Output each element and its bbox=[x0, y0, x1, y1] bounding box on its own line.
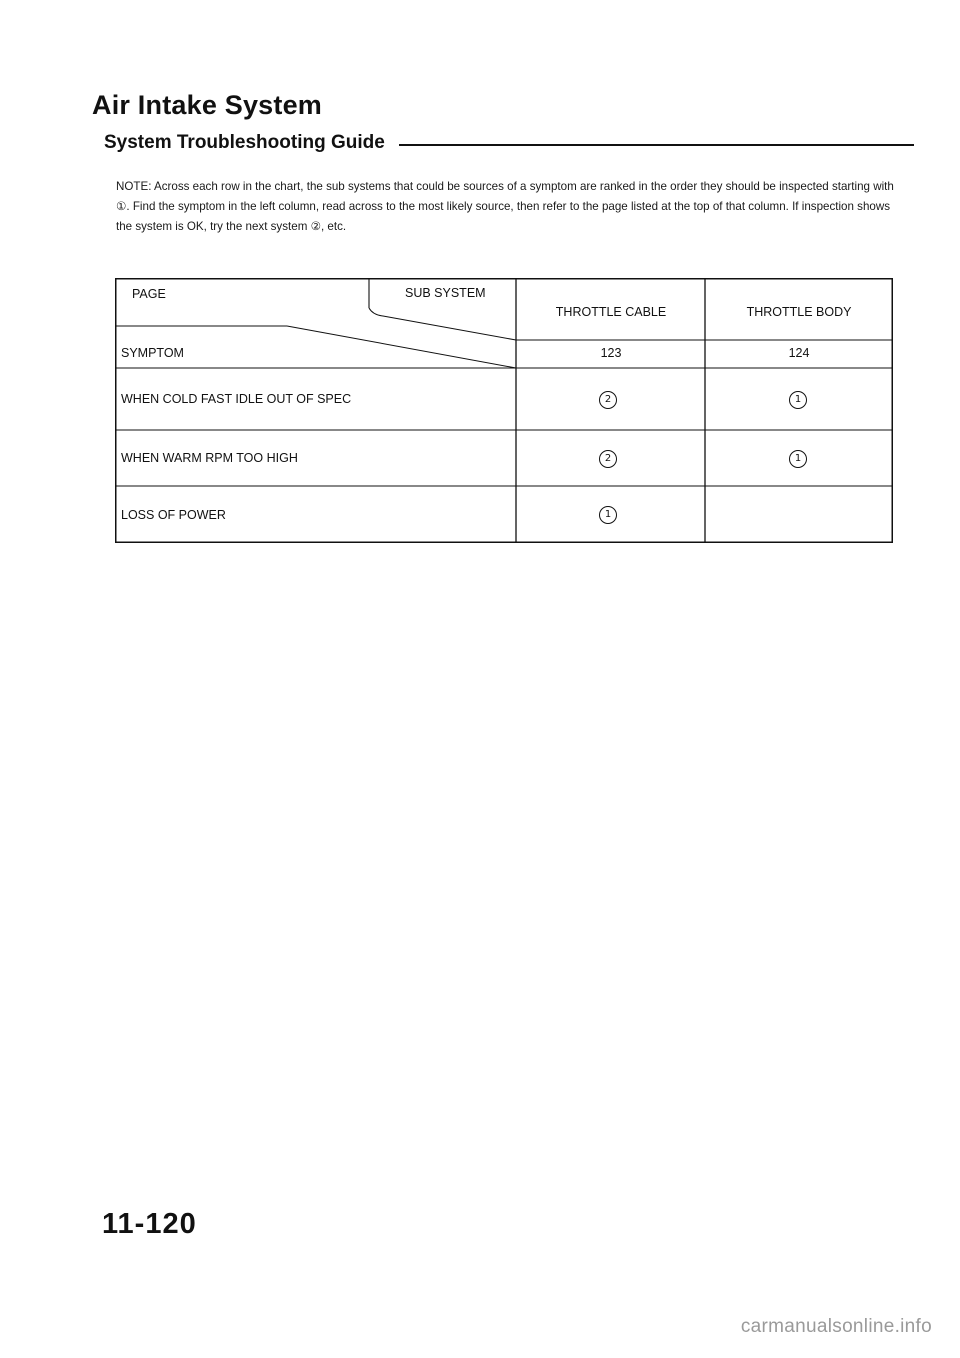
page-number: 11-120 bbox=[102, 1208, 197, 1240]
column-page-throttle-body: 124 bbox=[788, 346, 810, 360]
column-page-throttle-cable: 123 bbox=[600, 346, 622, 360]
symptom-loss-of-power: LOSS OF POWER bbox=[121, 508, 226, 522]
heading-rule bbox=[399, 144, 914, 146]
symptom-cold-fast-idle: WHEN COLD FAST IDLE OUT OF SPEC bbox=[121, 392, 352, 406]
corner-symptom-label: SYMPTOM bbox=[121, 346, 184, 360]
corner-page-label: PAGE bbox=[132, 287, 166, 301]
column-header-throttle-body: THROTTLE BODY bbox=[746, 305, 852, 319]
troubleshooting-chart bbox=[115, 278, 893, 543]
note-paragraph: NOTE: Across each row in the chart, the sub systems that could be sources of a symptom are ranked in the order they should be inspected starting with ①. Find the symptom in the left column, read across to the most likely source, then refer to the page listed at the top of that column. If inspection shows the system is OK, try the next system ②, etc. bbox=[116, 180, 894, 233]
column-header-throttle-cable: THROTTLE CABLE bbox=[555, 305, 667, 319]
page-title: Air Intake System bbox=[92, 90, 322, 120]
section-heading bbox=[104, 130, 914, 156]
symptom-warm-rpm-high: WHEN WARM RPM TOO HIGH bbox=[121, 451, 298, 465]
rank-mark: 2 bbox=[599, 450, 617, 468]
rank-mark: 1 bbox=[789, 450, 807, 468]
rank-mark: 1 bbox=[789, 391, 807, 409]
corner-subsystem-label: SUB SYSTEM bbox=[405, 286, 486, 300]
rank-mark: 2 bbox=[599, 391, 617, 409]
section-title: System Troubleshooting Guide bbox=[104, 132, 385, 153]
watermark-text: carmanualsonline.info bbox=[740, 1316, 932, 1337]
rank-mark: 1 bbox=[599, 506, 617, 524]
